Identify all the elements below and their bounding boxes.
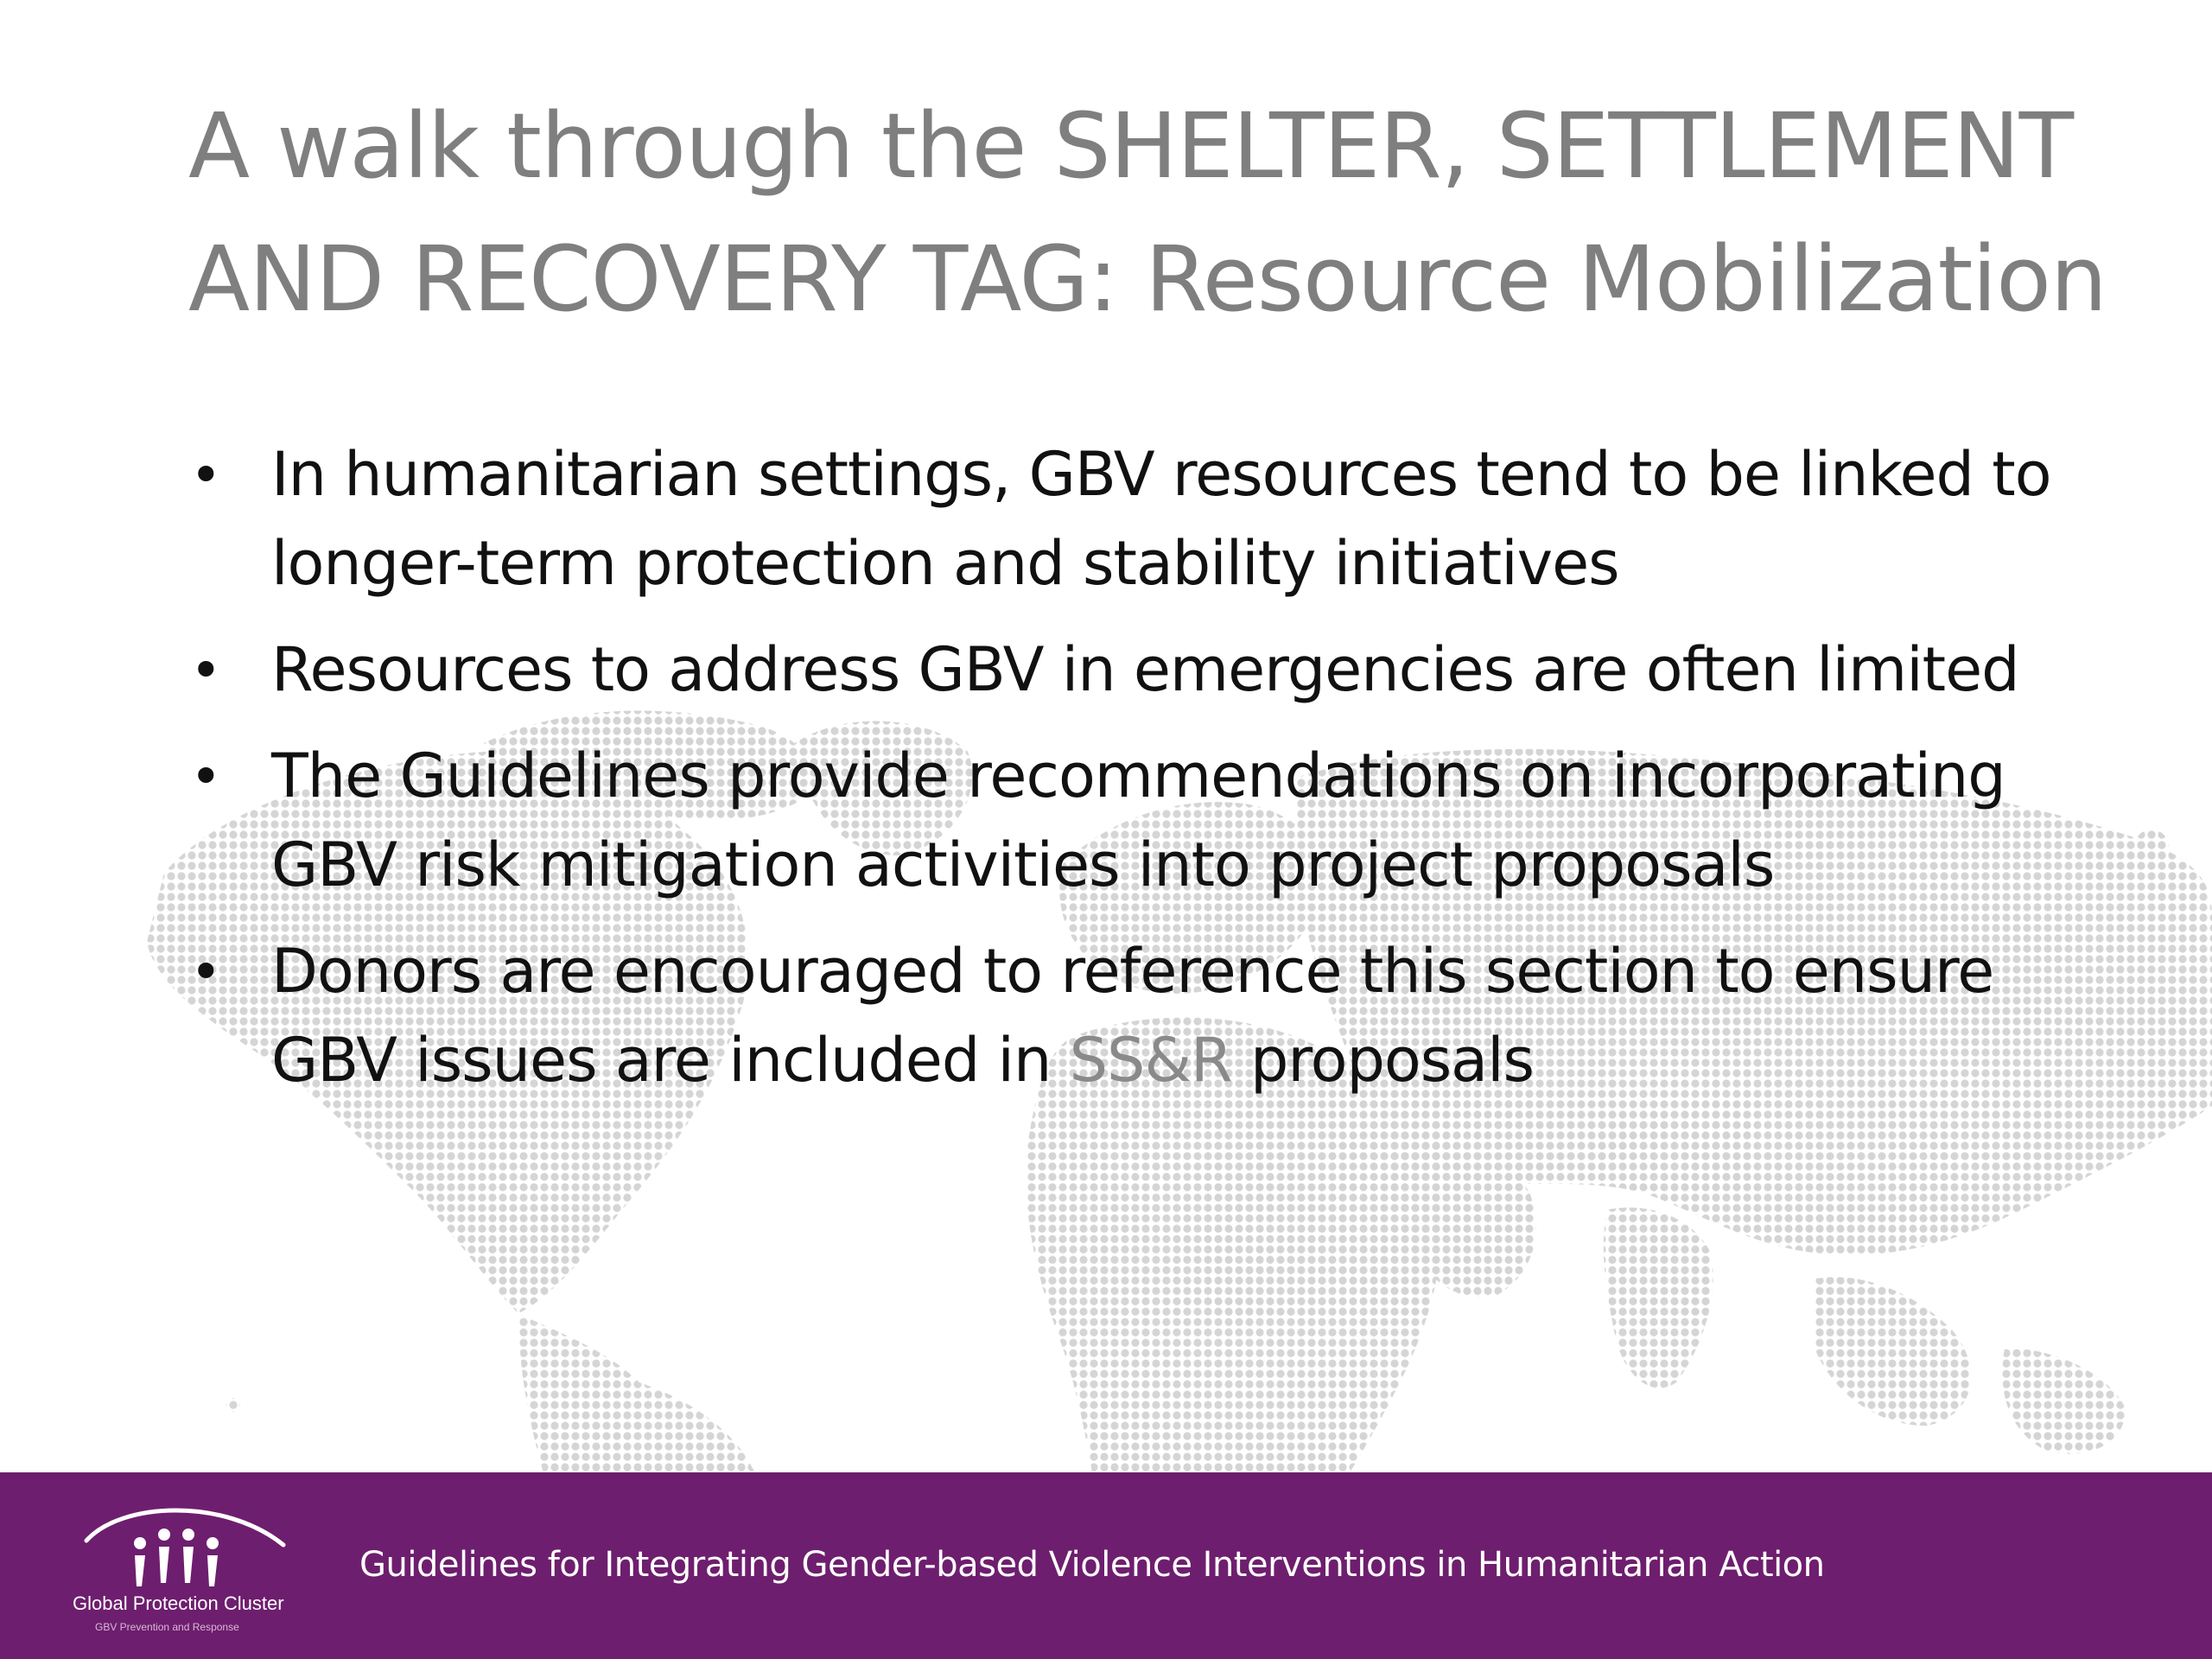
bullet-text: The Guidelines provide recommendations on incorporating GBV risk mitigation activities into project proposals — [271, 741, 2005, 900]
bullet-item — [188, 732, 2072, 910]
ssr-highlight: SS&R — [1069, 1025, 1232, 1096]
bullet-dot: • — [190, 940, 221, 1003]
bullet-text-before: Donors are encouraged to reference this section to ensure GBV issues are included in — [271, 936, 1994, 1096]
title-line-2: AND RECOVERY TAG: Resource Mobilization — [188, 226, 2107, 332]
bullet-list — [188, 430, 2072, 1122]
logo-subtitle: GBV Prevention and Response — [95, 1621, 239, 1633]
slide-title — [188, 79, 2176, 346]
title-line-1: A walk through the SHELTER, SETTLEMENT — [188, 93, 2074, 199]
bullet-text: Resources to address GBV in emergencies are often limited — [271, 634, 2019, 705]
bullet-item — [188, 430, 2072, 608]
bullet-dot: • — [190, 745, 221, 808]
bullet-dot: • — [190, 639, 221, 702]
footer-title: Guidelines for Integrating Gender-based Violence Interventions in Humanitarian Action — [359, 1545, 1825, 1585]
logo-name: Global Protection Cluster — [73, 1592, 284, 1614]
bullet-item — [188, 626, 2072, 715]
bullet-dot: • — [190, 443, 221, 506]
bullet-text: In humanitarian settings, GBV resources tend to be linked to longer-term protection and stability initiatives — [271, 439, 2051, 599]
bullet-text-after: proposals — [1231, 1025, 1534, 1096]
bullet-item — [188, 927, 2072, 1105]
